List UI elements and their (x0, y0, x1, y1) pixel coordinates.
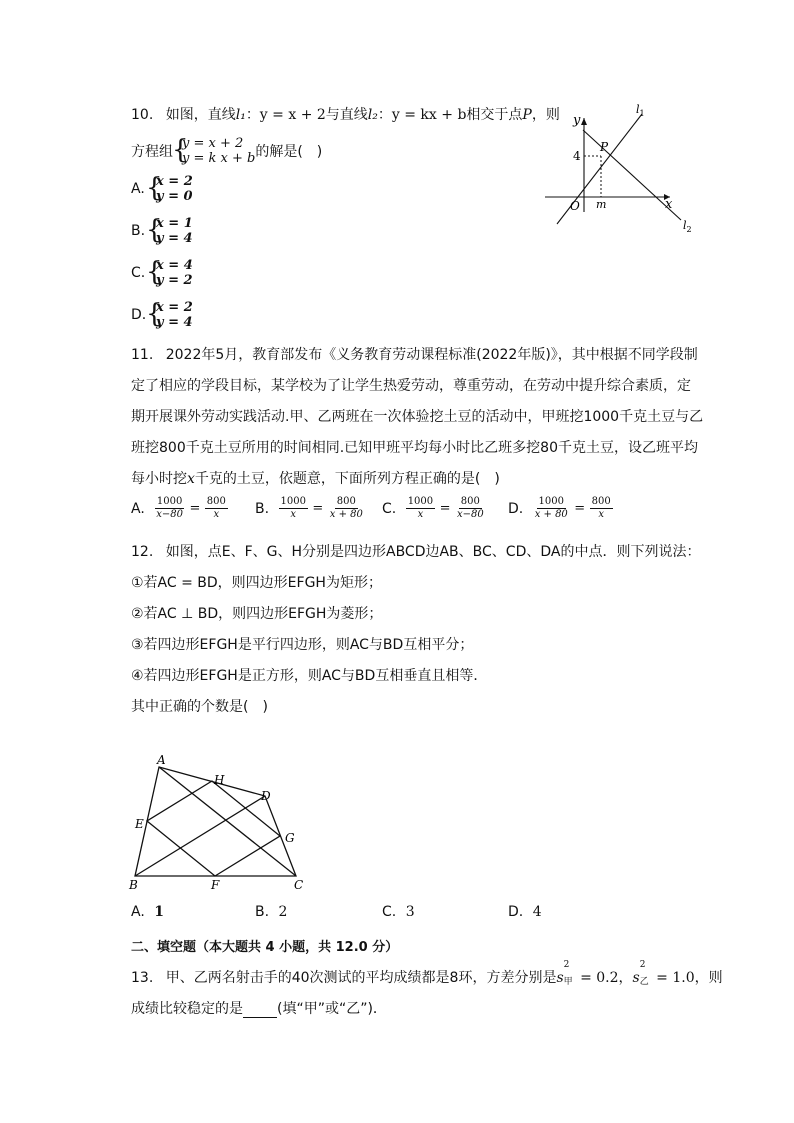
q10-stem-part2: 与直线 (325, 107, 368, 123)
q10-system-row1: { y = x + 2 (182, 136, 244, 151)
q10-option-b-system (147, 216, 193, 246)
label-l1: $l_1$ (636, 103, 645, 118)
q13-answer-blank[interactable] (243, 1003, 277, 1018)
q10-option-b-row2: y = 4 (156, 231, 193, 246)
q10-l2: l₂ (367, 107, 378, 123)
q11-option-a-left: $\frac{1000}{x-80}$ (156, 496, 183, 520)
q13-sup-1: 2 (563, 960, 570, 970)
q12-option-d[interactable] (508, 904, 542, 920)
q13-comma: ， (618, 970, 633, 986)
label-p: P (600, 140, 609, 154)
label-c: C (294, 878, 304, 892)
label-e: E (135, 817, 144, 831)
q12-option-d-label: D. (508, 904, 524, 920)
q11-option-a-label: A. (131, 500, 145, 517)
q10-stem-line2-post: 的解是( ) (255, 144, 323, 160)
q12-number: 12. (131, 544, 154, 560)
q13-text2: ，则 (694, 970, 723, 986)
q10-option-d-system (147, 300, 193, 330)
q12-statement-2: ②若AC ⊥ BD，则四边形EFGH为菱形； (131, 606, 383, 622)
section-2-title: 二、填空题（本大题共 4 小题，共 12.0 分） (131, 940, 399, 955)
q12-stem: 如图，点E、F、G、H分别是四边形ABCD边AB、BC、CD、DA的中点．则下列说法： (165, 544, 701, 560)
label-l2: $l_2$ (683, 219, 692, 234)
label-x: x (665, 197, 673, 212)
q12-option-b-value: 2 (278, 904, 288, 920)
q12-option-a-label: A. (131, 904, 145, 920)
q12-option-c[interactable] (382, 904, 415, 920)
q10-option-a-row2: y = 0 (156, 189, 193, 204)
q12-option-a[interactable] (131, 904, 164, 920)
q13-line1 (131, 960, 723, 987)
q10-option-c-row1: { x = 4 (156, 258, 193, 273)
q10-option-d[interactable] (131, 300, 193, 330)
label-g: G (285, 831, 295, 845)
q11-line3: 期开展课外劳动实践活动.甲、乙两班在一次体验挖土豆的活动中，甲班挖1000千克土豆与乙 (131, 409, 704, 425)
q11-line2: 定了相应的学段目标，某学校为了让学生热爱劳动，尊重劳动，在劳动中提升综合素质，定 (131, 378, 691, 394)
q13-line2-post: (填“甲”或“乙”)． (277, 1001, 387, 1017)
q10-l2-equation: ：y = kx + b (377, 107, 467, 123)
q10-option-c-label: C. (131, 265, 146, 281)
q11-line5-post: 千克的土豆，依题意，下面所列方程正确的是( ) (194, 471, 500, 487)
q12-option-a-value: 1 (154, 904, 164, 920)
q10-l1-equation: ：y = x + 2 (245, 107, 326, 123)
q10-system-row2: y = k x + b (182, 151, 256, 166)
q12-statement-3: ③若四边形EFGH是平行四边形，则AC与BD互相平分； (131, 637, 474, 653)
q11-option-d-right: $\frac{800}{x}$ (591, 496, 611, 520)
q11-line5-pre: 每小时挖 (131, 471, 187, 487)
label-origin: O (570, 199, 580, 213)
q13-sub-1: 甲 (563, 977, 573, 987)
q12-option-c-value: 3 (405, 904, 415, 920)
label-four: 4 (573, 149, 581, 163)
q10-stem-line2-pre: 方程组 (131, 144, 173, 160)
q11-option-d[interactable]: D. $\frac{1000}{x + 80}$ = $\frac{800}{x}$ (508, 496, 611, 520)
q13-text1: 甲、乙两名射击手的40次测试的平均成绩都是8环，方差分别是 (165, 970, 557, 986)
q12-statement-1: ①若AC = BD，则四边形EFGH为矩形； (131, 575, 382, 591)
q10-stem-part1: 如图，直线 (165, 107, 236, 123)
q10-option-d-row1: { x = 2 (156, 300, 193, 315)
label-d: D (261, 789, 271, 803)
q11-option-a-right: $\frac{800}{x}$ (206, 496, 226, 520)
q10-option-d-row2: y = 4 (156, 315, 193, 330)
q10-option-a[interactable] (131, 174, 193, 204)
q11-line1 (131, 344, 698, 364)
q11-line5 (131, 468, 500, 488)
q11-line4: 班挖800千克土豆所用的时间相同.已知甲班平均每小时比乙班多挖80千克土豆，设乙班平均 (131, 440, 698, 456)
q13-val-1: = 0.2 (575, 970, 619, 986)
y-axis-arrow-icon (581, 118, 587, 125)
q13-line2-pre: 成绩比较稳定的是 (131, 1001, 243, 1017)
q11-option-c-label: C. (382, 500, 397, 517)
q10-option-b-label: B. (131, 223, 146, 239)
q10-option-c[interactable] (131, 258, 193, 288)
label-m: m (596, 198, 607, 211)
q10-option-b[interactable] (131, 216, 193, 246)
q11-option-d-label: D. (508, 500, 524, 517)
q13-s-1: s (556, 970, 564, 986)
label-y: y (573, 113, 581, 128)
q12-question: 其中正确的个数是( ) (131, 699, 268, 715)
q12-stem-line (131, 541, 700, 561)
q13-line2 (131, 998, 387, 1018)
q13-val-2: = 1.0 (651, 970, 695, 986)
q10-number: 10. (131, 107, 154, 123)
q10-stem-line2 (131, 136, 322, 166)
q11-option-b[interactable]: B. $\frac{1000}{x}$ = $\frac{800}{x + 80}$ (255, 496, 363, 520)
q10-option-b-row1: { x = 1 (156, 216, 193, 231)
q10-option-a-row1: { x = 2 (156, 174, 193, 189)
q10-option-d-label: D. (131, 307, 147, 323)
q11-option-b-label: B. (255, 500, 270, 517)
q12-statement-4: ④若四边形EFGH是正方形，则AC与BD互相垂直且相等． (131, 668, 488, 684)
q13-sup-2: 2 (639, 960, 646, 970)
q12-option-d-value: 4 (532, 904, 542, 920)
q10-l1: l₁ (235, 107, 246, 123)
q10-option-c-system (147, 258, 193, 288)
q11-option-c-left: $\frac{1000}{x}$ (407, 496, 434, 520)
q11-number: 11. (131, 347, 154, 363)
label-f: F (211, 878, 220, 892)
q10-stem-part3: 相交于点 (466, 107, 523, 123)
label-a: A (157, 753, 166, 767)
q12-option-c-label: C. (382, 904, 397, 920)
q11-option-b-left: $\frac{1000}{x}$ (280, 496, 306, 520)
label-b: B (129, 878, 138, 892)
q13-s-2: s (632, 970, 640, 986)
q12-option-b[interactable] (255, 904, 287, 920)
q10-point: P (522, 107, 532, 123)
q11-option-d-left: $\frac{1000}{x + 80}$ (534, 496, 568, 520)
q11-var: x (187, 471, 195, 487)
q10-stem-line1 (131, 104, 560, 124)
q11-option-c[interactable]: C. $\frac{1000}{x}$ = $\frac{800}{x-80}$ (382, 496, 484, 520)
q10-stem-part4: ，则 (531, 107, 560, 123)
q12-figure (125, 752, 315, 894)
q13-sub-2: 乙 (639, 977, 649, 987)
label-h: H (214, 773, 225, 787)
q10-option-c-row2: y = 2 (156, 273, 193, 288)
q10-figure (535, 100, 705, 240)
q13-number: 13. (131, 970, 154, 986)
q10-option-a-label: A. (131, 181, 145, 197)
q12-option-b-label: B. (255, 904, 270, 920)
q11-option-c-right: $\frac{800}{x-80}$ (456, 496, 484, 520)
q11-option-a[interactable]: A. $\frac{1000}{x-80}$ = $\frac{800}{x}$ (131, 496, 226, 520)
q11-line1-text: 2022年5月，教育部发布《义务教育劳动课程标准(2022年版)》，其中根据不同学段制 (165, 347, 698, 363)
q11-option-b-right: $\frac{800}{x + 80}$ (329, 496, 363, 520)
q10-system (173, 136, 255, 166)
q10-option-a-system (147, 174, 193, 204)
